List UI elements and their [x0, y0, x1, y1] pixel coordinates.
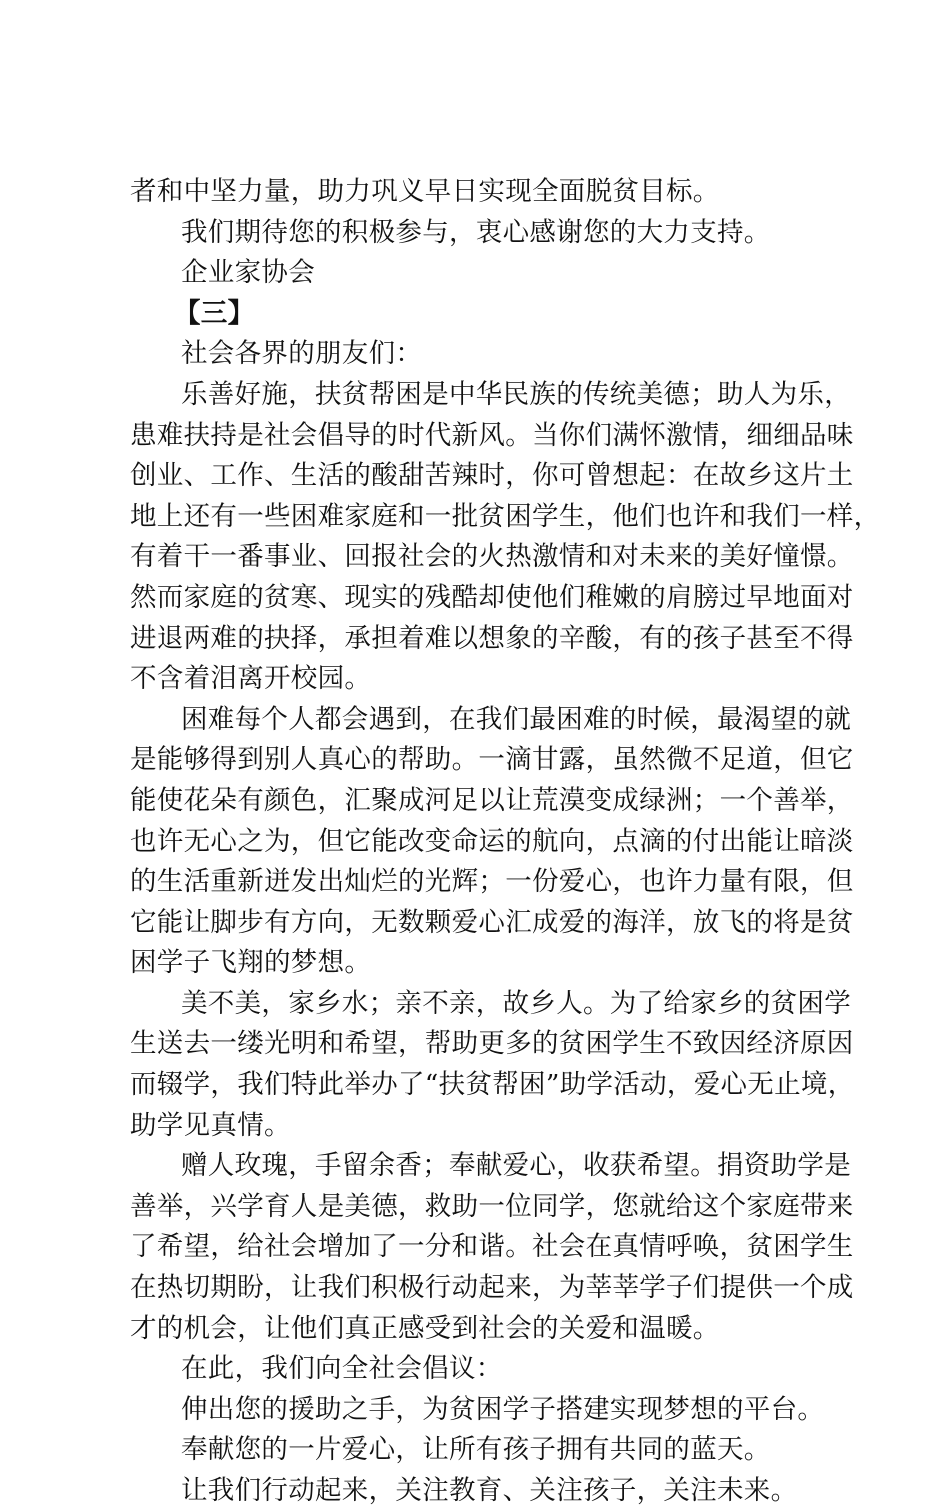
text-line: 善举，兴学育人是美德，救助一位同学，您就给这个家庭带来: [130, 1190, 854, 1222]
section-heading: 【三】: [174, 297, 255, 329]
text-line: 赠人玫瑰，手留余香；奉献爱心，收获希望。捐资助学是: [181, 1150, 851, 1182]
text-line: 让我们行动起来，关注教育、关注孩子，关注未来。: [181, 1475, 798, 1506]
text-line: 是能够得到别人真心的帮助。一滴甘露，虽然微不足道，但它: [130, 744, 854, 776]
text-line: 美不美，家乡水；亲不亲，故乡人。为了给家乡的贫困学: [181, 987, 851, 1019]
text-line: 不含着泪离开校园。: [130, 663, 372, 695]
text-line: 生送去一缕光明和希望，帮助更多的贫困学生不致因经济原因: [130, 1028, 854, 1060]
text-line: 而辍学，我们特此举办了“扶贫帮困”助学活动，爱心无止境，: [130, 1069, 855, 1101]
text-line: 创业、工作、生活的酸甜苦辣时，你可曾想起：在故乡这片土: [130, 460, 854, 492]
text-line: 乐善好施，扶贫帮困是中华民族的传统美德；助人为乐，: [181, 378, 851, 410]
salutation: 社会各界的朋友们：: [181, 338, 423, 370]
text-line: 患难扶持是社会倡导的时代新风。当你们满怀激情，细细品味: [130, 419, 854, 451]
text-line: 它能让脚步有方向，无数颗爱心汇成爱的海洋，放飞的将是贫: [130, 906, 854, 938]
text-line: 困学子飞翔的梦想。: [130, 947, 372, 979]
text-line: 能使花朵有颜色，汇聚成河足以让荒漠变成绿洲；一个善举，: [130, 784, 854, 816]
text-line: 我们期待您的积极参与，衷心感谢您的大力支持。: [181, 216, 771, 248]
text-line: 才的机会，让他们真正感受到社会的关爱和温暖。: [130, 1312, 720, 1344]
text-line: 奉献您的一片爱心，让所有孩子拥有共同的蓝天。: [181, 1434, 771, 1466]
text-line: 困难每个人都会遇到，在我们最困难的时候，最渴望的就: [181, 703, 851, 735]
text-line: 进退两难的抉择，承担着难以想象的辛酸，有的孩子甚至不得: [130, 622, 854, 654]
text-line: 的生活重新迸发出灿烂的光辉；一份爱心，也许力量有限，但: [130, 866, 854, 898]
text-line: 在热切期盼，让我们积极行动起来，为莘莘学子们提供一个成: [130, 1272, 854, 1304]
text-line: 了希望，给社会增加了一分和谐。社会在真情呼唤，贫困学生: [130, 1231, 854, 1263]
text-line: 伸出您的援助之手，为贫困学子搭建实现梦想的平台。: [181, 1393, 825, 1425]
text-line: 者和中坚力量，助力巩义早日实现全面脱贫目标。: [130, 176, 720, 207]
text-line: 有着干一番事业、回报社会的火热激情和对未来的美好憧憬。: [130, 541, 854, 573]
text-line: 在此，我们向全社会倡议：: [181, 1353, 503, 1385]
text-line: 地上还有一些困难家庭和一批贫困学生，他们也许和我们一样，: [130, 500, 881, 532]
text-line: 然而家庭的贫寒、现实的残酷却使他们稚嫩的肩膀过早地面对: [130, 581, 854, 613]
text-line: 助学见真情。: [130, 1109, 291, 1141]
document-body: [130, 172, 881, 1512]
signature-line: 企业家协会: [181, 257, 315, 289]
text-line: 也许无心之为，但它能改变命运的航向，点滴的付出能让暗淡: [130, 825, 854, 857]
